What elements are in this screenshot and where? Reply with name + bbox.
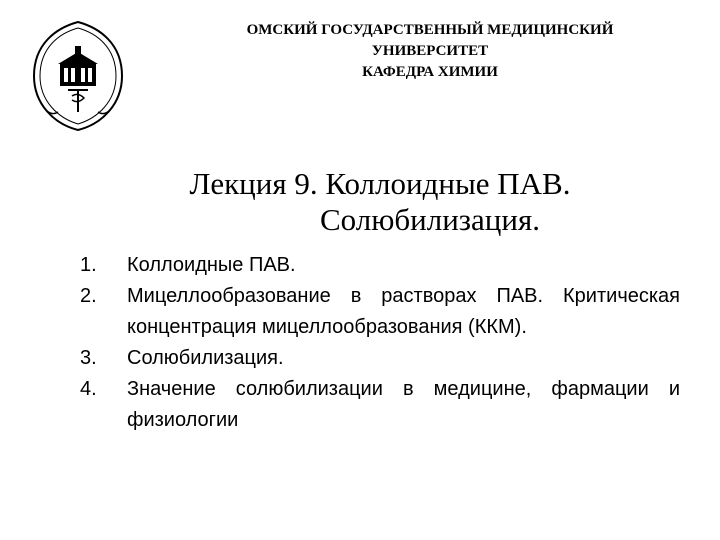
university-header [170, 20, 690, 83]
header-university-name: ОМСКИЙ ГОСУДАРСТВЕННЫЙ МЕДИЦИНСКИЙ [246, 22, 614, 38]
list-item-text: Коллоидные ПАВ. [127, 254, 296, 276]
header-university-word: УНИВЕРСИТЕТ [371, 43, 489, 59]
list-item [80, 281, 680, 343]
list-item-number: 1. [80, 254, 97, 276]
list-item-number: 3. [80, 347, 97, 369]
header-department: КАФЕДРА ХИМИИ [362, 64, 498, 80]
university-seal-icon [30, 20, 126, 132]
lecture-title-line2: Солюбилизация. [319, 202, 540, 237]
list-item [80, 343, 680, 374]
lecture-title-line1: Лекция 9. Коллоидные ПАВ. [189, 166, 571, 201]
list-item-text: Значение солюбилизации в медицине, фармации и физиологии [127, 378, 680, 431]
lecture-title [140, 166, 660, 238]
lecture-outline [80, 250, 680, 436]
list-item [80, 250, 680, 281]
list-item-number: 4. [80, 378, 97, 400]
list-item-text: Солюбилизация. [127, 347, 284, 369]
list-item-text: Мицеллообразование в растворах ПАВ. Критическая концентрация мицеллообразования (ККМ). [127, 285, 680, 338]
list-item [80, 374, 680, 436]
list-item-number: 2. [80, 285, 97, 307]
